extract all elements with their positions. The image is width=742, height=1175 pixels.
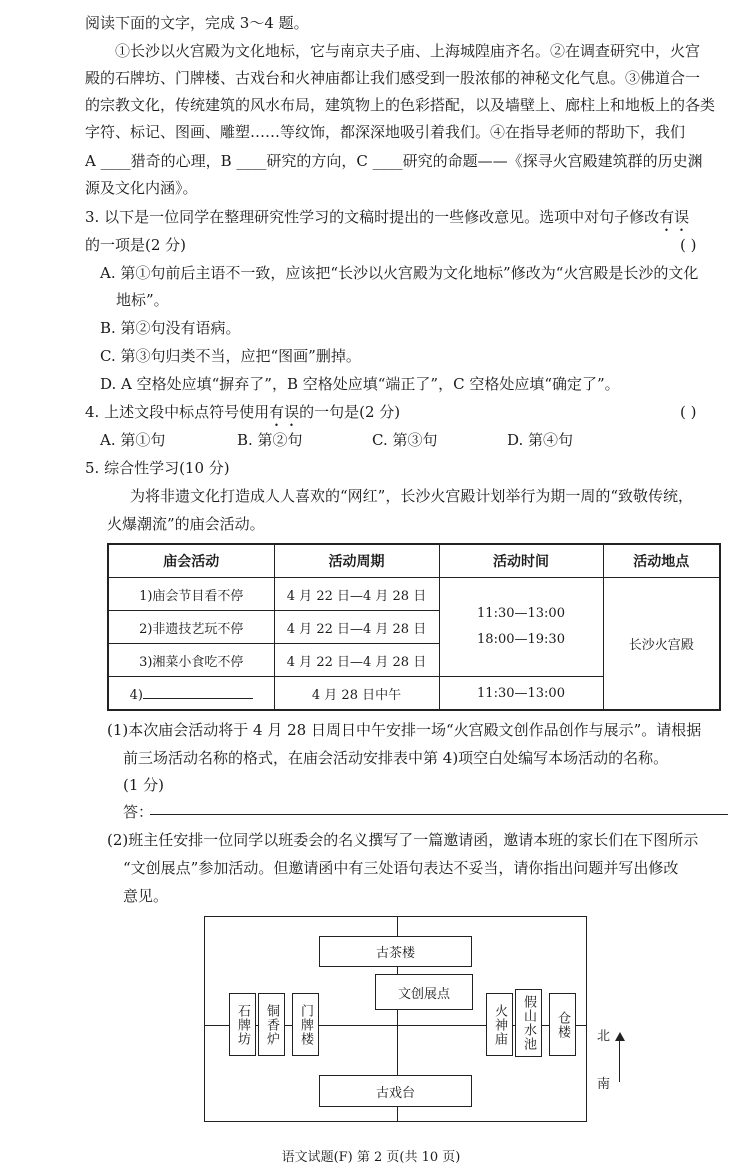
activity-cell: 3)湘菜小食吃不停 xyxy=(108,644,274,677)
page-footer: 语文试题(F) 第 2 页(共 10 页) xyxy=(281,1150,461,1165)
building-rockery-pool: 假山水池 xyxy=(515,989,542,1057)
time-cell: 11:30—13:00 18:00—19:30 xyxy=(439,578,603,677)
passage-line: 殿的石牌坊、门牌楼、古戏台和火神庙都让我们感受到一股浓郁的神秘文化气息。③佛道合一 xyxy=(85,69,701,87)
answer-bracket: ( ) xyxy=(680,403,697,421)
q5-sub1-points: (1 分) xyxy=(123,776,165,794)
emphasis-text: 有误 xyxy=(659,208,690,226)
reading-intro: 阅读下面的文字，完成 3～4 题。 xyxy=(85,14,309,32)
north-arrow-shaft xyxy=(619,1040,620,1082)
q4-stem: 4. 上述文段中标点符号使用有误的一句是(2 分) xyxy=(85,403,401,421)
period-cell: 4 月 22 日—4 月 28 日 xyxy=(274,611,439,644)
building-bronze-censer: 铜香炉 xyxy=(258,993,285,1056)
q5-sub2: (2)班主任安排一位同学以班委会的名义撰写了一篇邀请函，邀请本班的家长们在下图所示 xyxy=(107,831,699,849)
answer-bracket: ( ) xyxy=(680,236,697,254)
q5-sub2-cont: “文创展点”参加活动。但邀请函中有三处语句表达不妥当，请你指出问题并写出修改 xyxy=(123,859,679,877)
table-header: 活动时间 xyxy=(439,544,603,578)
temple-fair-schedule-table xyxy=(107,543,721,711)
q3-stem: 3. 以下是一位同学在整理研究性学习的文稿时提出的一些修改意见。选项中对句子修改有误 xyxy=(85,208,690,226)
emphasis-text: 有误 xyxy=(269,403,300,421)
activity-cell: 2)非遗技艺玩不停 xyxy=(108,611,274,644)
q4-option-a: A. 第①句 xyxy=(100,431,166,449)
q5-lead: 为将非遗文化打造成人人喜欢的“网红”，长沙火宫殿计划举行为期一周的“致敬传统， xyxy=(130,487,694,505)
q5-title: 5. 综合性学习(10 分) xyxy=(85,459,230,477)
passage-line: 源及文化内涵》。 xyxy=(85,179,198,197)
q3-option-a-cont: 地标”。 xyxy=(116,291,169,309)
q4-option-c: C. 第③句 xyxy=(372,431,438,449)
building-gate-tower: 门牌楼 xyxy=(292,993,319,1056)
building-tea-house: 古茶楼 xyxy=(319,936,472,967)
compass-south-label: 南 xyxy=(597,1077,611,1092)
building-fire-god-temple: 火神庙 xyxy=(486,993,513,1056)
q5-sub2-cont: 意见。 xyxy=(123,887,169,905)
passage-line: 的宗教文化，传统建筑的风水布局，建筑物上的色彩搭配，以及墙壁上、廊柱上和地板上的各类 xyxy=(85,96,716,114)
activity-blank-cell[interactable]: 4) xyxy=(108,677,274,711)
table-header: 庙会活动 xyxy=(108,544,274,578)
location-cell: 长沙火宫殿 xyxy=(603,578,720,711)
fill-in-blank[interactable] xyxy=(143,684,253,699)
q5-lead-cont: 火爆潮流”的庙会活动。 xyxy=(107,515,265,533)
passage-line: A ____猎奇的心理，B ____研究的方向，C ____研究的命题——《探寻火宫殿建筑群的历史渊 xyxy=(85,152,703,170)
period-cell: 4 月 22 日—4 月 28 日 xyxy=(274,578,439,611)
compass-north-label: 北 xyxy=(597,1029,611,1044)
time-cell: 11:30—13:00 xyxy=(439,677,603,711)
building-stone-archway: 石牌坊 xyxy=(229,993,256,1056)
period-cell: 4 月 28 日中午 xyxy=(274,677,439,711)
q3-option-a: A. 第①句前后主语不一致，应该把“长沙以火宫殿为文化地标”修改为“火宫殿是长沙的文化 xyxy=(100,264,699,282)
q5-sub1-cont: 前三场活动名称的格式，在庙会活动安排表中第 4)项空白处编写本场活动的名称。 xyxy=(123,749,669,767)
q4-option-d: D. 第④句 xyxy=(507,431,574,449)
q3-option-c: C. 第③句归类不当，应把“图画”删掉。 xyxy=(100,347,361,365)
q3-option-d: D. A 空格处应填“摒弃了”，B 空格处应填“端正了”，C 空格处应填“确定了”。 xyxy=(100,375,620,393)
answer-label: 答： xyxy=(123,803,154,821)
building-warehouse: 仓楼 xyxy=(549,993,576,1056)
temple-layout-map xyxy=(204,916,587,1122)
building-opera-stage: 古戏台 xyxy=(319,1075,472,1107)
period-cell: 4 月 22 日—4 月 28 日 xyxy=(274,644,439,677)
north-arrow-icon xyxy=(615,1032,625,1041)
table-header: 活动地点 xyxy=(603,544,720,578)
q5-sub1: (1)本次庙会活动将于 4 月 28 日周日中午安排一场“火宫殿文创作品创作与展示”。请根据 xyxy=(107,721,702,739)
table-header: 活动周期 xyxy=(274,544,439,578)
activity-cell: 1)庙会节目看不停 xyxy=(108,578,274,611)
passage-line: 字符、标记、图画、雕塑……等纹饰，都深深地吸引着我们。④在指导老师的帮助下，我们 xyxy=(85,123,686,141)
answer-line[interactable] xyxy=(150,813,728,815)
building-exhibition-point: 文创展点 xyxy=(375,974,473,1010)
q4-option-b: B. 第②句 xyxy=(237,431,303,449)
passage-line: ①长沙以火宫殿为文化地标，它与南京夫子庙、上海城隍庙齐名。②在调查研究中，火宫 xyxy=(115,42,701,60)
q3-option-b: B. 第②句没有语病。 xyxy=(100,319,241,337)
table-row xyxy=(108,578,720,611)
q3-stem-cont: 的一项是(2 分) xyxy=(85,236,187,254)
